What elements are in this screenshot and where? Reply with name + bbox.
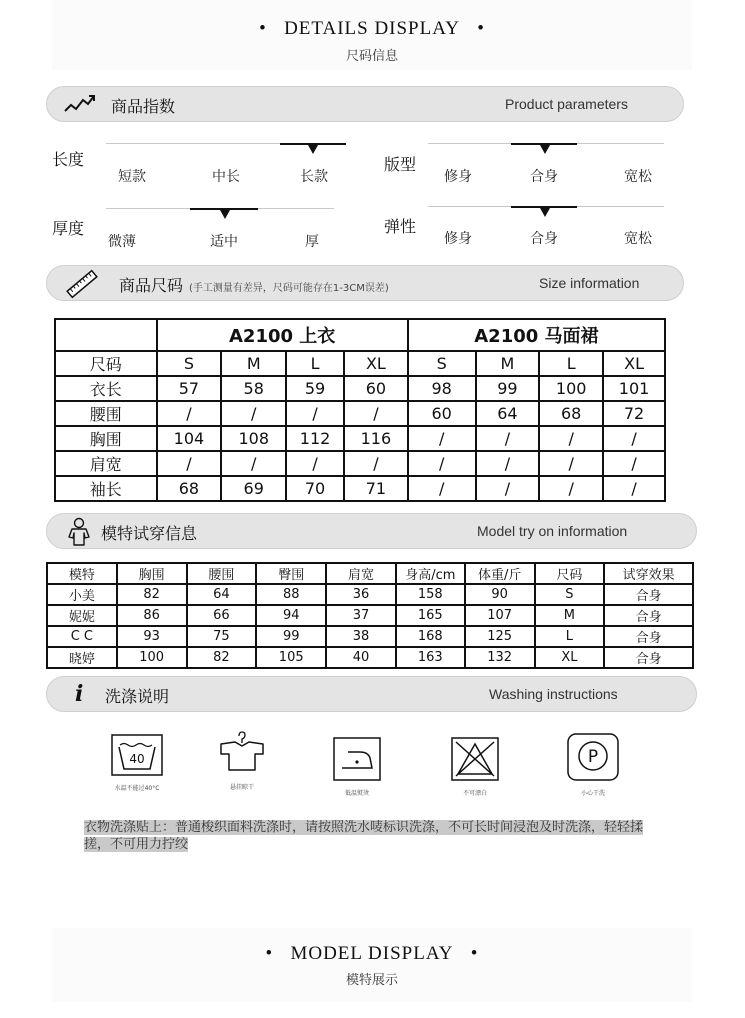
info-i-icon: i: [75, 681, 84, 707]
cell: 38: [326, 626, 396, 647]
bullet: •: [259, 18, 267, 39]
cell: /: [344, 401, 408, 426]
cell: /: [408, 476, 476, 501]
cell: 体重/斤: [465, 563, 535, 584]
cell: 64: [187, 584, 257, 605]
cell: 163: [396, 647, 465, 668]
model-banner-title-text: MODEL DISPLAY: [290, 943, 454, 964]
cell: 71: [344, 476, 408, 501]
size-header-row: [55, 351, 665, 376]
cell: 肩宽: [326, 563, 396, 584]
selected-marker: [220, 210, 230, 219]
table-row: [55, 451, 665, 476]
cell: /: [408, 426, 476, 451]
model-banner-subtitle: 模特展示: [345, 973, 398, 988]
cell: 116: [344, 426, 408, 451]
option: 宽松: [624, 231, 652, 247]
cell: 72: [603, 401, 665, 426]
cell: 104: [157, 426, 222, 451]
cell: 165: [396, 605, 465, 626]
cell: /: [539, 476, 603, 501]
cell: XL: [535, 647, 605, 668]
params-title-en: Product parameters: [505, 96, 628, 112]
cell: 93: [117, 626, 187, 647]
cell: /: [603, 426, 665, 451]
cell: 合身: [604, 605, 693, 626]
cell: 小美: [47, 584, 117, 605]
option: 合身: [530, 231, 558, 247]
cell: 105: [256, 647, 326, 668]
table-row: [55, 476, 665, 501]
model-header: [46, 513, 697, 549]
table-row: [55, 426, 665, 451]
cell: L: [535, 626, 605, 647]
banner-subtitle: 尺码信息: [345, 49, 398, 64]
cell: 90: [465, 584, 535, 605]
cell: 57: [157, 376, 222, 401]
bullet: •: [470, 943, 479, 964]
wash-title-en: Washing instructions: [489, 686, 618, 702]
cell: 37: [326, 605, 396, 626]
cell: 合身: [604, 647, 693, 668]
selected-marker: [540, 145, 550, 154]
size-table: [54, 318, 666, 502]
wash-text: 衣物洗涤贴上：普通梭织面料洗涤时，请按照洗水唛标识洗涤，不可长时间浸泡及时洗涤，轻轻揉搓，不可用力拧绞: [84, 820, 644, 852]
table-row: [47, 626, 693, 647]
cell: 107: [465, 605, 535, 626]
cell: 晓婷: [47, 647, 117, 668]
cell: /: [221, 451, 286, 476]
cell: L: [286, 351, 344, 376]
cell: /: [157, 401, 222, 426]
params-title: 商品指数: [111, 97, 176, 116]
cell: 60: [408, 401, 476, 426]
cell: 腰围: [187, 563, 257, 584]
cell: 模特: [47, 563, 117, 584]
cell: /: [286, 401, 344, 426]
cell: 75: [187, 626, 257, 647]
cell: 40: [326, 647, 396, 668]
care-caption: 小心干洗: [580, 790, 605, 797]
cell: S: [408, 351, 476, 376]
size-corner: [55, 319, 157, 351]
hang-dry-icon: [215, 730, 269, 776]
table-row: [55, 376, 665, 401]
cell: XL: [344, 351, 408, 376]
cell: /: [476, 451, 540, 476]
model-title-en: Model try on information: [477, 523, 628, 539]
iron-low-icon: [332, 736, 382, 782]
dry-clean-p-icon: [566, 732, 620, 782]
care-caption: 低温熨烫: [344, 790, 369, 797]
size-note: (手工测量有差异，尺码可能存在1-3CM误差): [189, 283, 389, 294]
care-hang-dry: [212, 730, 272, 791]
bullet: •: [477, 18, 485, 39]
cell: 82: [117, 584, 187, 605]
cell: 125: [465, 626, 535, 647]
cell: S: [157, 351, 222, 376]
care-dry-clean: [564, 732, 622, 797]
table-row: [47, 647, 693, 668]
cell: /: [221, 401, 286, 426]
cell: 58: [221, 376, 286, 401]
cell: 36: [326, 584, 396, 605]
cell: XL: [603, 351, 665, 376]
trend-line-icon: [63, 93, 97, 119]
cell: /: [408, 451, 476, 476]
cell: 尺码: [55, 351, 157, 376]
cell: 臀围: [256, 563, 326, 584]
cell: /: [476, 476, 540, 501]
option: 修身: [444, 169, 472, 185]
care-no-bleach: [446, 736, 504, 797]
cell: M: [535, 605, 605, 626]
cell: 100: [539, 376, 603, 401]
model-header-row: [47, 563, 693, 584]
param-length-label: 长度: [52, 150, 85, 169]
size-title-en: Size information: [539, 275, 640, 291]
cell: 合身: [604, 584, 693, 605]
param-thickness-label: 厚度: [52, 219, 85, 238]
size-title-text: 商品尺码: [119, 276, 184, 295]
cell: 168: [396, 626, 465, 647]
cell: 88: [256, 584, 326, 605]
cell: /: [603, 451, 665, 476]
option: 短款: [118, 169, 146, 185]
cell: 胸围: [55, 426, 157, 451]
cell: 99: [256, 626, 326, 647]
cell: 64: [476, 401, 540, 426]
model-table: [46, 562, 694, 669]
model-banner-title: [52, 943, 692, 965]
cell: /: [344, 451, 408, 476]
cell: 袖长: [55, 476, 157, 501]
group-skirt: A2100 马面裙: [408, 319, 665, 351]
cell: 60: [344, 376, 408, 401]
cell: 112: [286, 426, 344, 451]
care-caption: 水温不能过40°C: [114, 785, 160, 792]
dry-clean-letter: P: [587, 747, 599, 767]
details-banner: [52, 0, 692, 70]
cell: /: [157, 451, 222, 476]
no-bleach-icon: [450, 736, 500, 782]
wash-temp: 40: [129, 752, 145, 766]
cell: /: [539, 426, 603, 451]
cell: 身高/cm: [396, 563, 465, 584]
wash-title: 洗涤说明: [105, 687, 170, 706]
cell: 69: [221, 476, 286, 501]
cell: /: [539, 451, 603, 476]
cell: 132: [465, 647, 535, 668]
cell: /: [603, 476, 665, 501]
care-wash-40: [104, 733, 170, 792]
cell: 妮妮: [47, 605, 117, 626]
option: 宽松: [624, 169, 652, 185]
cell: 衣长: [55, 376, 157, 401]
care-caption: 不可漂白: [462, 790, 487, 797]
ruler-icon: [65, 269, 99, 303]
care-caption: 悬挂晾干: [229, 784, 254, 791]
option: 修身: [444, 231, 472, 247]
cell: 68: [539, 401, 603, 426]
cell: 尺码: [535, 563, 605, 584]
cell: 腰围: [55, 401, 157, 426]
cell: C C: [47, 626, 117, 647]
table-row: [47, 605, 693, 626]
cell: 82: [187, 647, 257, 668]
cell: 试穿效果: [604, 563, 693, 584]
option: 长款: [300, 169, 328, 185]
option: 适中: [210, 234, 238, 250]
cell: 胸围: [117, 563, 187, 584]
wash-instructions-text: [84, 819, 658, 853]
size-header: [46, 265, 684, 301]
selected-marker: [308, 145, 318, 154]
cell: 108: [221, 426, 286, 451]
cell: 70: [286, 476, 344, 501]
cell: 158: [396, 584, 465, 605]
cell: /: [476, 426, 540, 451]
cell: 肩宽: [55, 451, 157, 476]
option: 厚: [305, 234, 319, 250]
cell: 59: [286, 376, 344, 401]
cell: S: [535, 584, 605, 605]
wash-header: [46, 676, 697, 712]
cell: 66: [187, 605, 257, 626]
cell: M: [221, 351, 286, 376]
care-iron-low: [328, 736, 386, 797]
cell: 合身: [604, 626, 693, 647]
cell: 94: [256, 605, 326, 626]
cell: 99: [476, 376, 540, 401]
cell: 86: [117, 605, 187, 626]
cell: L: [539, 351, 603, 376]
param-fit-label: 版型: [384, 155, 417, 174]
cell: 100: [117, 647, 187, 668]
table-row: [47, 584, 693, 605]
cell: M: [476, 351, 540, 376]
model-title: 模特试穿信息: [101, 524, 198, 543]
banner-title: [52, 18, 692, 40]
cell: 98: [408, 376, 476, 401]
cell: 101: [603, 376, 665, 401]
banner-title-text: DETAILS DISPLAY: [284, 18, 460, 39]
option: 微薄: [108, 234, 136, 250]
size-title: [119, 273, 389, 296]
group-top: A2100 上衣: [157, 319, 408, 351]
selected-marker: [540, 208, 550, 217]
person-icon: [67, 517, 91, 551]
cell: 68: [157, 476, 222, 501]
params-header: [46, 86, 684, 122]
option: 合身: [530, 169, 558, 185]
table-row: [55, 401, 665, 426]
option: 中长: [212, 169, 240, 185]
wash-40-icon: [110, 733, 164, 777]
param-elasticity-label: 弹性: [384, 217, 417, 236]
model-banner: [52, 928, 692, 1002]
bullet: •: [265, 943, 274, 964]
cell: /: [286, 451, 344, 476]
